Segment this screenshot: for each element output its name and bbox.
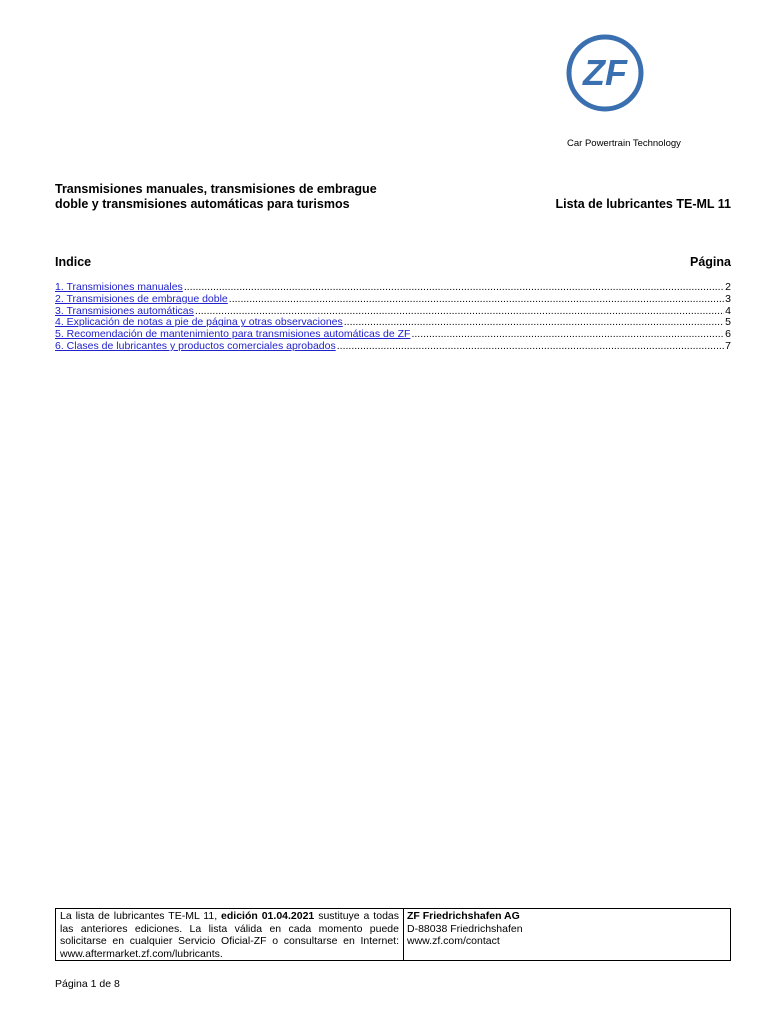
footer-company-website[interactable]: www.zf.com/contact (407, 935, 500, 947)
toc-link-lubricant-classes[interactable]: 6. Clases de lubricantes y productos comerciales aprobados (55, 339, 336, 352)
toc-page-number: 4 (725, 304, 731, 317)
toc-item (55, 294, 731, 306)
brand-subtitle: Car Powertrain Technology (567, 138, 681, 149)
toc-leader-dots (184, 282, 724, 294)
toc-page-number: 6 (725, 328, 731, 341)
toc-leader-dots (229, 294, 724, 306)
footer-company-info (404, 909, 526, 960)
zf-logo (566, 34, 644, 112)
toc-link-maintenance[interactable]: 5. Recomendación de mantenimiento para transmisiones automáticas de ZF (55, 328, 411, 341)
toc-link-manual-transmissions[interactable]: 1. Transmisiones manuales (55, 281, 183, 293)
document-title (55, 182, 415, 212)
toc-leader-dots (411, 329, 724, 341)
footer-edition-note (56, 909, 404, 960)
table-of-contents (55, 282, 731, 353)
toc-item (55, 341, 731, 353)
toc-page-number: 7 (725, 339, 731, 352)
document-title-line-1: Transmisiones manuales, transmisiones de embrague (55, 182, 377, 196)
toc-leader-dots (337, 341, 724, 353)
footer-company-address: D-88038 Friedrichshafen (407, 922, 523, 935)
toc-page-number: 3 (725, 292, 731, 305)
footer-company-name: ZF Friedrichshafen AG (407, 910, 520, 922)
toc-page-number: 2 (725, 281, 731, 293)
toc-link-dual-clutch[interactable]: 2. Transmisiones de embrague doble (55, 292, 228, 305)
page-indicator: Página 1 de 8 (55, 978, 120, 990)
lubricant-list-title: Lista de lubricantes TE-ML 11 (555, 197, 731, 211)
toc-heading: Indice (55, 255, 92, 269)
footer-note-rest: sustituye a todas las anteriores ediciones. La lista válida en cada momento puede solicitarse en cualquier Servicio Oficial-ZF o consultarse en Internet: www.aftermarket.zf.com/lubricants. (60, 910, 399, 960)
toc-page-number: 5 (725, 316, 731, 329)
zf-logo-mark (566, 34, 644, 112)
zf-logo-text: ZF (583, 52, 627, 93)
toc-link-footnotes[interactable]: 4. Explicación de notas a pie de página y otras observaciones (55, 316, 343, 329)
toc-page-heading: Página (690, 255, 731, 269)
toc-link-automatic[interactable]: 3. Transmisiones automáticas (55, 304, 194, 317)
footer-note-start: La lista de lubricantes TE-ML 11, (60, 910, 218, 922)
footer-info-box (55, 908, 731, 961)
footer-edition-date: edición 01.04.2021 (221, 910, 315, 922)
document-title-line-2: doble y transmisiones automáticas para turismos (55, 197, 350, 211)
